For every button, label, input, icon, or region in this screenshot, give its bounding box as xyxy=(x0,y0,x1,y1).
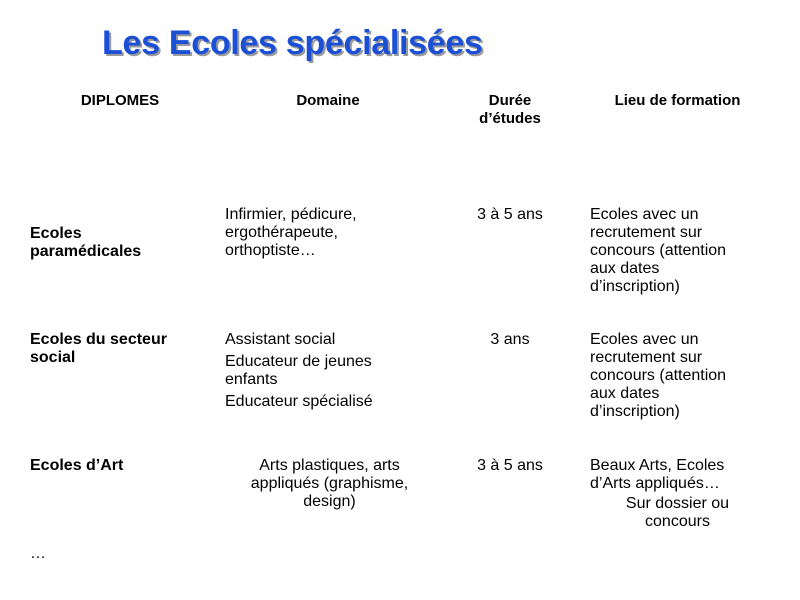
domaine-line: design) xyxy=(303,493,356,510)
lieu-line: concours xyxy=(645,513,710,530)
row-paramedicales-lieu xyxy=(590,206,775,296)
lieu-line: aux dates xyxy=(590,385,660,402)
row-title-line2: paramédicales xyxy=(30,243,142,260)
row-paramedicales-duree: 3 à 5 ans xyxy=(477,206,543,223)
lieu-line: recrutement sur xyxy=(590,224,703,241)
row-art-lieu xyxy=(590,457,765,531)
row-art-duree: 3 à 5 ans xyxy=(477,457,543,474)
lieu-line: concours (attention xyxy=(590,367,727,384)
domaine-line: Arts plastiques, arts xyxy=(259,457,400,474)
header-duree-line2: d’études xyxy=(479,110,541,127)
lieu-line: concours (attention xyxy=(590,242,727,259)
domaine-line: ergothérapeute, xyxy=(225,224,338,241)
row-title-line1: Ecoles du secteur xyxy=(30,331,167,348)
lieu-line: d’inscription) xyxy=(590,403,680,420)
lieu-line: Beaux Arts, Ecoles xyxy=(590,457,725,474)
row-title-line1: Ecoles xyxy=(30,225,82,242)
row-social-domaine xyxy=(225,331,425,411)
domaine-item: Educateur spécialisé xyxy=(225,393,373,410)
domaine-item: Educateur de jeunes xyxy=(225,353,372,370)
lieu-line: Ecoles avec un xyxy=(590,206,699,223)
row-paramedicales-domaine xyxy=(225,206,425,260)
header-duree-line1: Durée xyxy=(488,92,532,109)
lieu-line: d’inscription) xyxy=(590,278,680,295)
domaine-item: Assistant social xyxy=(225,331,336,348)
row-social-lieu xyxy=(590,331,775,421)
row-paramedicales-title xyxy=(30,225,210,261)
row-social-title xyxy=(30,331,220,367)
domaine-line: appliqués (graphisme, xyxy=(250,475,409,492)
slide-title: Les Ecoles spécialisées xyxy=(102,24,483,62)
lieu-line: aux dates xyxy=(590,260,660,277)
row-art-title: Ecoles d’Art xyxy=(30,457,124,474)
row-social-duree: 3 ans xyxy=(490,331,530,348)
lieu-line: recrutement sur xyxy=(590,349,703,366)
domaine-line: orthoptiste… xyxy=(225,242,316,259)
lieu-line: d’Arts appliqués… xyxy=(590,475,720,492)
header-diplomes: DIPLOMES xyxy=(80,92,160,109)
continuation-ellipsis: … xyxy=(30,545,46,562)
header-duree xyxy=(455,92,565,128)
domaine-line: Infirmier, pédicure, xyxy=(225,206,357,223)
domaine-item: enfants xyxy=(225,371,278,388)
lieu-line: Sur dossier ou xyxy=(625,495,730,512)
header-domaine: Domaine xyxy=(296,92,360,109)
row-title-line2: social xyxy=(30,349,76,366)
row-art-domaine xyxy=(222,457,437,511)
lieu-line: Ecoles avec un xyxy=(590,331,699,348)
header-lieu: Lieu de formation xyxy=(614,92,741,109)
